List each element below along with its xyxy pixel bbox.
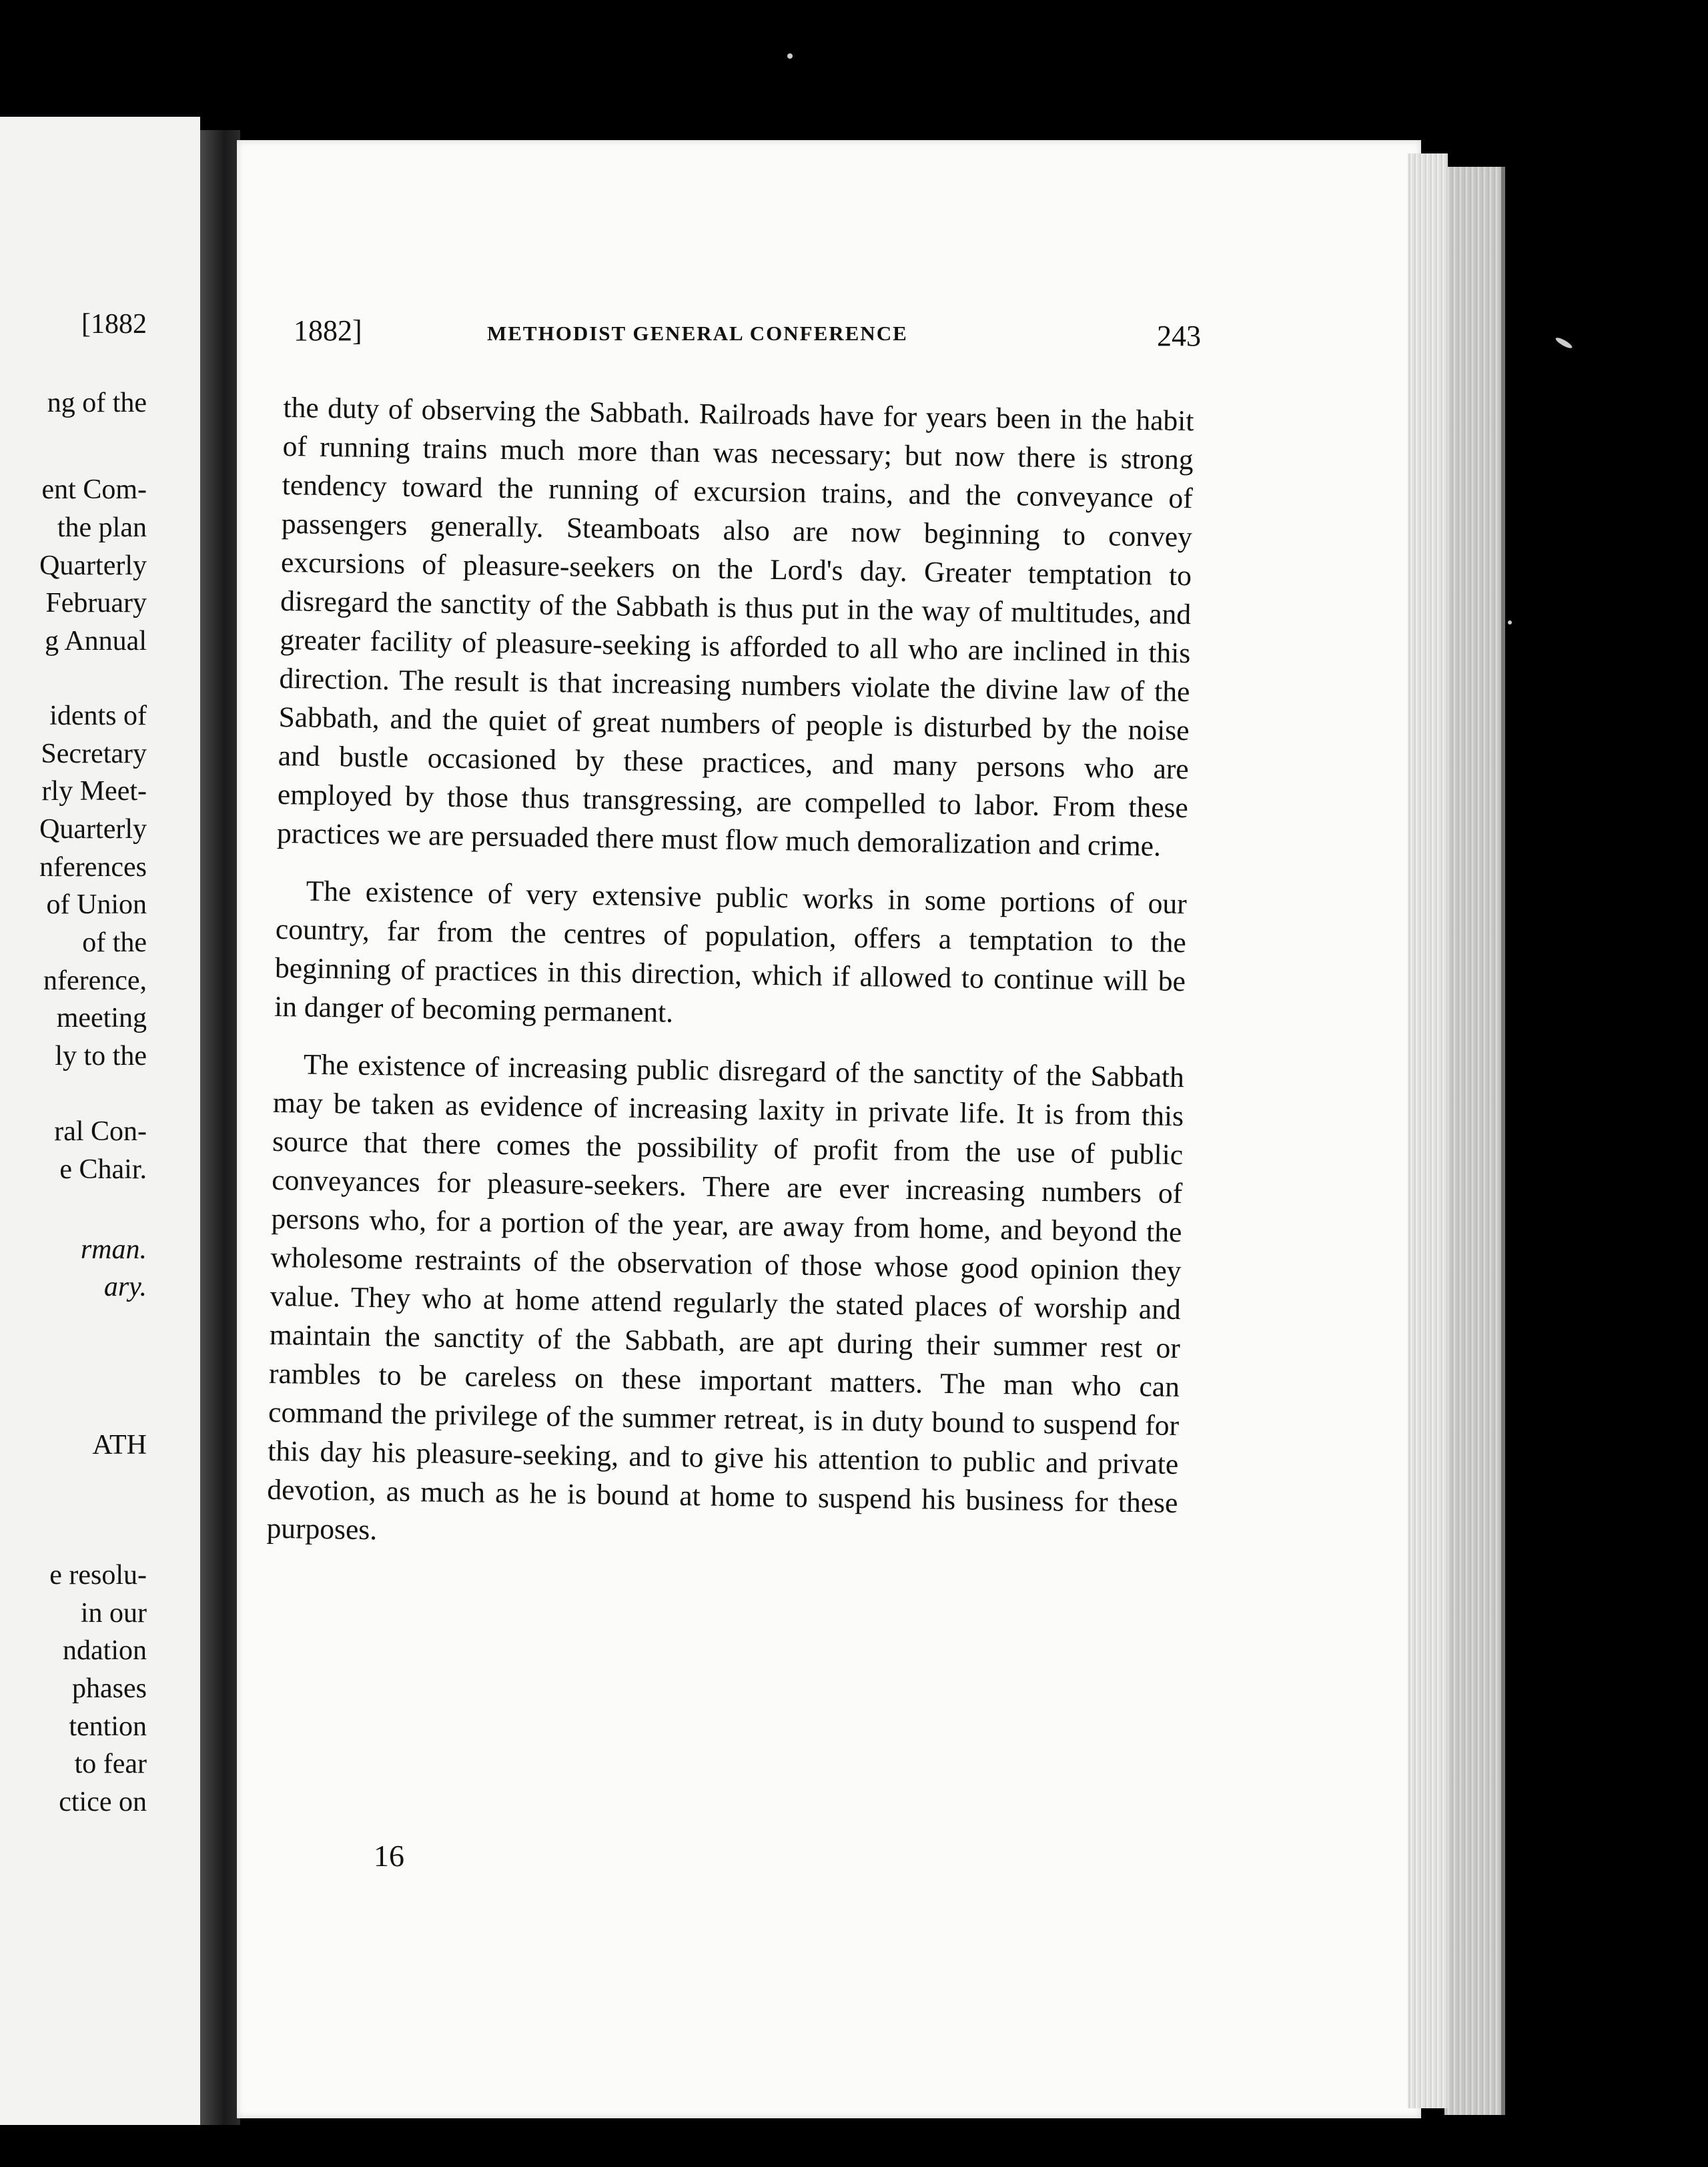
signature-mark: 16 <box>374 1839 404 1873</box>
left-line: rly Meet- <box>41 776 147 807</box>
page-number: 243 <box>1157 320 1201 352</box>
left-line: rman. <box>80 1234 147 1265</box>
left-line: in our <box>80 1598 147 1629</box>
left-line: the plan <box>57 512 147 543</box>
body-text <box>266 388 1194 1580</box>
page-edges-outer <box>1444 167 1505 2115</box>
left-line: of the <box>82 927 147 958</box>
left-page <box>0 117 200 2125</box>
left-line: phases <box>72 1673 147 1704</box>
left-line: idents of <box>49 701 147 731</box>
left-line: e Chair. <box>59 1154 147 1185</box>
left-line: nference, <box>43 965 147 996</box>
page-edges <box>1408 153 1448 2108</box>
left-line: ly to the <box>55 1041 147 1071</box>
left-line: to fear <box>74 1749 147 1779</box>
paragraph: the duty of observing the Sabbath. Railroads have for years been in the habit of running trains much more than was necessary; but now there is strong tendency toward the running of excursion trains, and the conveyance of passengers generally. Steamboats also are now beginning to convey excursions of pleasure-seekers on the Lord's day. Greater temptation to disregard the sanctity of the Sabbath is thus put in the way of multitudes, and greater facility of pleasure-seeking is afforded to all who are inclined in this direction. The result is that increasing numbers violate the divine law of the Sabbath, and the quiet of great numbers of people is disturbed by the noise and bustle occasioned by these practices, and many persons who are employed by those thus transgressing, are compelled to labor. From these practices we are persuaded there must flow much demoralization and crime. <box>276 391 1194 863</box>
left-line: ndation <box>63 1635 147 1666</box>
left-line: e resolu- <box>49 1560 147 1591</box>
dust-speck <box>1508 620 1512 624</box>
paragraph: The existence of increasing public disregard of the sanctity of the Sabbath may be taken as evidence of increasing laxity in private life. It is from this source that there comes the possibility of profit from the use of public conveyances for pleasure-seekers. There are ever increasing numbers of persons who, for a portion of the year, are away from home, and beyond the wholesome restraints of the observation of those whose good opinion they value. They who at home attend regularly the stated places of worship and maintain the sanctity of the Sabbath, are apt during their summer rest or rambles to be careless on these important matters. The man who can command the privilege of the summer retreat, is in duty bound to suspend for this day his pleasure-seeking, and to give his attention to public and private devotion, as much as he is bound at home to suspend his business for these purposes. <box>266 1048 1185 1547</box>
left-line: nferences <box>39 852 147 883</box>
left-line: tention <box>69 1711 147 1742</box>
book-gutter <box>200 130 240 2125</box>
left-line: ent Com- <box>41 474 147 505</box>
left-line: meeting <box>56 1003 147 1033</box>
left-line: ATH <box>92 1430 147 1460</box>
left-line: g Annual <box>45 626 147 657</box>
left-line: Quarterly <box>39 550 147 581</box>
header-year: 1882] <box>294 314 362 347</box>
left-line: of Union <box>46 889 147 920</box>
dust-speck <box>787 53 793 59</box>
left-line: February <box>45 588 147 618</box>
header-title: METHODIST GENERAL CONFERENCE <box>487 322 908 345</box>
left-line: ral Con- <box>54 1116 147 1147</box>
left-line: Quarterly <box>39 814 147 845</box>
dust-speck <box>1555 336 1573 350</box>
left-line: [1882 <box>81 309 147 340</box>
left-line: ary. <box>103 1272 147 1302</box>
left-line: ng of the <box>47 388 147 418</box>
running-header <box>294 314 1201 354</box>
paragraph: The existence of very extensive public works in some portions of our country, far from the centres of population, offers a temptation to the beginning of practices in this direction, which if allowed to continue will be in danger of becoming permanent. <box>274 875 1188 1029</box>
left-line: ctice on <box>59 1787 147 1817</box>
left-line: Secretary <box>41 739 147 769</box>
